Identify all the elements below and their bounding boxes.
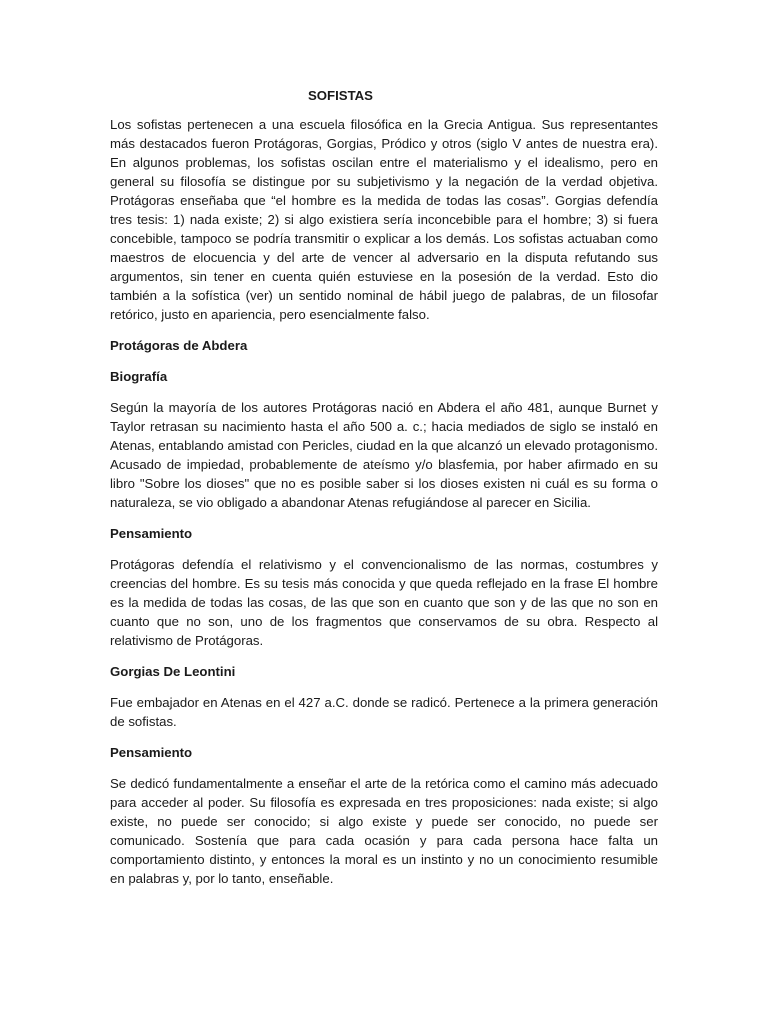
pensamiento-heading-protagoras: Pensamiento — [110, 526, 193, 541]
biografia-paragraph: Según la mayoría de los autores Protágoras nació en Abdera el año 481, aunque Burnet y Taylor retrasan su nacimiento hasta el año 500 a. c.; hacia mediados de siglo se instaló en Atenas, entablando amistad con Pericles, ciudad en la que alcanzó un elevado protagonismo. Acusado de impiedad, probablemente de ateísmo y/o blasfemia, por haber afirmado en su libro "Sobre los dioses" que no es posible saber si los dioses existen ni cuál es su forma o naturaleza, se vio obligado a abandonar Atenas refugiándose al parecer en Sicilia. — [110, 400, 658, 510]
pensamiento-paragraph-gorgias: Se dedicó fundamentalmente a enseñar el arte de la retórica como el camino más adecuado para acceder al poder. Su filosofía es expresada en tres proposiciones: nada existe; si algo existe, no puede ser conocido; si algo existe y puede ser conocido, no puede ser comunicado. Sostenía que para cada ocasión y para cada persona hace falta un comportamiento distinto, y entonces la moral es un instinto y no un conocimiento resumible en palabras y, por lo tanto, enseñable. — [110, 776, 658, 886]
gorgias-paragraph: Fue embajador en Atenas en el 427 a.C. donde se radicó. Pertenece a la primera generación de sofistas. — [110, 695, 658, 729]
document-title: SOFISTAS — [308, 88, 373, 103]
pensamiento-paragraph-protagoras: Protágoras defendía el relativismo y el convencionalismo de las normas, costumbres y creencias del hombre. Es su tesis más conocida y que queda reflejado en la frase El hombre es la medida de todas las cosas, de las que son en cuanto que son y de las que no son en cuanto que no son, uno de los fragmentos que conservamos de su obra. Respecto al relativismo de Protágoras. — [110, 557, 658, 648]
gorgias-heading: Gorgias De Leontini — [110, 664, 236, 679]
biografia-heading: Biografía — [110, 369, 168, 384]
intro-paragraph: Los sofistas pertenecen a una escuela filosófica en la Grecia Antigua. Sus representantes más destacados fueron Protágoras, Gorgias, Pródico y otros (siglo V antes de nuestra era). En algunos problemas, los sofistas oscilan entre el materialismo y el idealismo, pero en general su filosofía se distingue por su subjetivismo y la negación de la verdad objetiva. Protágoras enseñaba que “el hombre es la medida de todas las cosas”. Gorgias defendía tres tesis: 1) nada existe; 2) si algo existiera sería inconcebible para el hombre; 3) si fuera concebible, tampoco se podría transmitir o explicar a los demás. Los sofistas actuaban como maestros de elocuencia y del arte de vencer al adversario en la disputa refutando sus argumentos, sin tener en cuenta quién estuviese en la posesión de la verdad. Esto dio también a la sofística (ver) un sentido nominal de hábil juego de palabras, de un filosofar retórico, justo en apariencia, pero esencialmente falso. — [110, 117, 658, 322]
document-page — [110, 82, 658, 900]
pensamiento-heading-gorgias: Pensamiento — [110, 745, 193, 760]
protagoras-heading: Protágoras de Abdera — [110, 338, 248, 353]
